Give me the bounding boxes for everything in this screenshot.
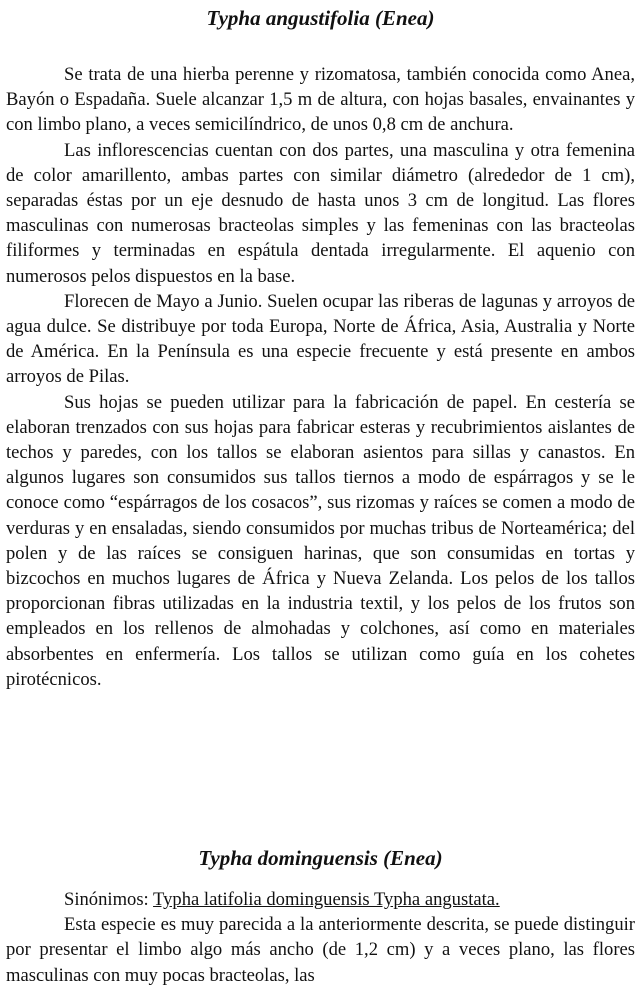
section-heading-typha-angustifolia: Typha angustifolia (Enea) (206, 6, 435, 30)
section-body-typha-angustifolia (6, 62, 635, 692)
paragraph-description: Se trata de una hierba perenne y rizomatosa, también conocida como Anea, Bayón o Espadaña. Suele alcanzar 1,5 m de altura, con hojas basales, envainantes y con limbo plano, a veces semicilíndrico, de unos 0,8 cm de anchura. (6, 64, 635, 136)
synonyms-value: Typha latifolia dominguensis Typha angustata. (153, 889, 500, 910)
paragraph-synonyms (6, 887, 635, 912)
paragraph-inflorescence: Las inflorescencias cuentan con dos partes, una masculina y otra femenina de color amarillento, ambas partes con similar diámetro (alrededor de 1 cm), separadas éstas por un eje desnudo de hasta unos 3 cm de longitud. Las flores masculinas con numerosas bracteolas simples y las femeninas con las bracteolas filiformes y terminadas en espátula dentada irregularmente. El aquenio con numerosos pelos dispuestos en la base. (6, 139, 635, 287)
paragraph-comparison: Esta especie es muy parecida a la anteriormente descrita, se puede distinguir por presentar el limbo algo más ancho (de 1,2 cm) y a veces plano, las flores masculinas con muy pocas bracteolas, las (6, 914, 635, 986)
paragraph-flowering-distribution: Florecen de Mayo a Junio. Suelen ocupar las riberas de lagunas y arroyos de agua dulce. Se distribuye por toda Europa, Norte de África, Asia, Australia y Norte de América. En la Península es una especie frecuente y está presente en ambos arroyos de Pilas. (6, 290, 635, 388)
synonyms-label: Sinónimos: (64, 889, 154, 910)
paragraph-uses: Sus hojas se pueden utilizar para la fabricación de papel. En cestería se elaboran trenzados con sus hojas para fabricar esteras y recubrimientos aislantes de techos y paredes, con los tallos se elaboran asientos para sillas y canastos. En algunos lugares son consumidos sus tallos tiernos a modo de espárragos y se le conoce como “espárragos de los cosacos”, sus rizomas y raíces se comen a modo de verduras y en ensaladas, siendo consumidos por muchas tribus de Norteamérica; del polen y de las raíces se consiguen harinas, que son consumidas en tortas y bizcochos en muchos lugares de África y Nueva Zelanda. Los pelos de los tallos proporcionan fibras utilizadas en la industria textil, y los pelos de los frutos son empleados en los rellenos de almohadas y colchones, así como en materiales absorbentes en enfermería. Los tallos se utilizan como guía en los cohetes pirotécnicos. (6, 391, 635, 690)
section-body-typha-dominguensis (6, 887, 635, 988)
section-heading-typha-dominguensis: Typha dominguensis (Enea) (198, 846, 443, 870)
